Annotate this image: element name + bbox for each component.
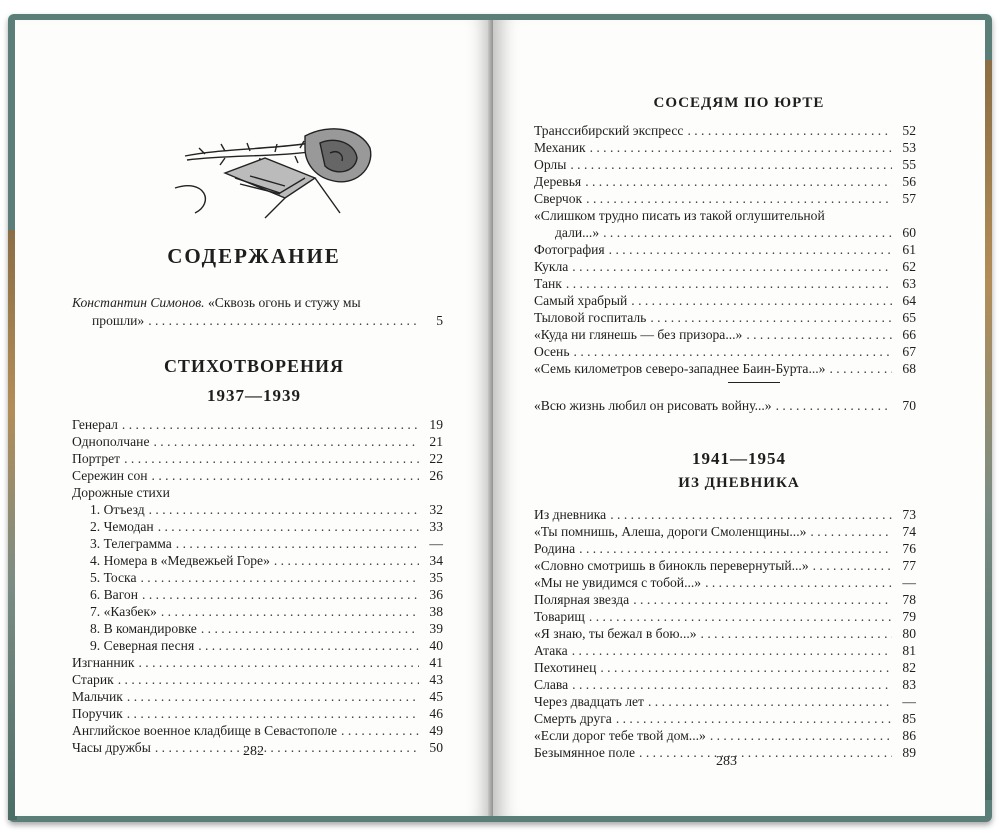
toc-entry-title: Однополчане [72, 434, 150, 449]
toc-entry[interactable] [534, 190, 916, 207]
leader-dots [155, 739, 419, 756]
toc-entry[interactable] [534, 360, 916, 377]
toc-entry-page: 66 [902, 327, 916, 342]
toc-entry[interactable] [534, 710, 916, 727]
poems-section-title: СТИХОТВОРЕНИЯ [163, 356, 345, 376]
intro-entry-line1[interactable] [72, 294, 361, 311]
toc-entry[interactable] [90, 535, 443, 552]
rose-dagger-vignette-icon [165, 118, 385, 228]
toc-entry-title: Слава [534, 677, 569, 692]
toc-entry-title: дали...» [555, 225, 600, 240]
leader-dots [585, 173, 892, 190]
toc-entry[interactable] [534, 156, 916, 173]
toc-entry[interactable] [534, 642, 916, 659]
section-divider [728, 382, 780, 383]
toc-entry[interactable] [534, 625, 916, 642]
leader-dots [566, 275, 892, 292]
toc-entry-title: Самый храбрый [534, 293, 628, 308]
leader-dots [139, 654, 420, 671]
toc-entry-page: 65 [902, 310, 916, 325]
leader-dots [589, 608, 892, 625]
leader-dots [648, 693, 892, 710]
page-number-left: 282 [243, 744, 264, 759]
toc-entry-title: Безымянное поле [534, 745, 636, 760]
toc-entry-title: 2. Чемодан [90, 519, 154, 534]
intro-entry-line2[interactable] [92, 312, 443, 329]
toc-entry-title: Поручик [72, 706, 123, 721]
toc-entry-page: 43 [429, 672, 443, 687]
leader-dots [153, 433, 419, 450]
toc-entry-page: 22 [429, 451, 443, 466]
leader-dots [572, 642, 892, 659]
toc-entry-page: 67 [902, 344, 916, 359]
toc-entry[interactable] [534, 540, 916, 557]
leader-dots [161, 603, 419, 620]
toc-entry[interactable] [534, 292, 916, 309]
intro-page: 5 [436, 313, 443, 328]
leader-dots [701, 625, 892, 642]
toc-entry[interactable] [90, 518, 443, 535]
leader-dots [142, 586, 419, 603]
toc-entry-title: Старик [72, 672, 114, 687]
toc-entry-title: 1. Отъезд [90, 502, 145, 517]
toc-entry-title: Осень [534, 344, 570, 359]
leader-dots [610, 506, 892, 523]
toc-entry-title: 6. Вагон [90, 587, 139, 602]
toc-entry-title: Транссибирский экспресс [534, 123, 684, 138]
toc-entry[interactable] [90, 586, 443, 603]
toc-entry-page: 21 [429, 434, 443, 449]
leader-dots [746, 326, 892, 343]
leader-dots [705, 574, 892, 591]
toc-entry-page: 70 [902, 398, 916, 413]
intro-title-line2: прошли» [92, 313, 145, 328]
leader-dots [609, 241, 892, 258]
toc-entry-page: 41 [429, 655, 443, 670]
leader-dots [631, 292, 892, 309]
leader-dots [590, 139, 892, 156]
toc-entry-page: 60 [902, 225, 916, 240]
toc-entry-title: Тыловой госпиталь [534, 310, 647, 325]
toc-entry[interactable] [534, 343, 916, 360]
toc-entry[interactable] [534, 727, 916, 744]
toc-entry-page: 45 [429, 689, 443, 704]
left-page [15, 20, 493, 816]
toc-entry-title: 9. Северная песня [90, 638, 195, 653]
toc-entry-title: Мальчик [72, 689, 123, 704]
leader-dots [201, 620, 419, 637]
toc-entry-title: «Всю жизнь любил он рисовать войну...» [534, 398, 772, 413]
leader-dots [650, 309, 892, 326]
toc-entry[interactable] [72, 433, 443, 450]
leader-dots [148, 312, 419, 329]
toc-entry-page: 34 [429, 553, 443, 568]
leader-dots [274, 552, 419, 569]
toc-entry[interactable] [90, 603, 443, 620]
toc-entry[interactable] [534, 326, 916, 343]
years-heading: 1937—1939 [207, 386, 301, 405]
toc-entry-page: 56 [902, 174, 916, 189]
toc-entry-page: 89 [902, 745, 916, 760]
toc-entry-page: 50 [429, 740, 443, 755]
leader-dots [572, 676, 892, 693]
toc-entry[interactable] [534, 574, 916, 591]
toc-entry-title: «Я знаю, ты бежал в бою...» [534, 626, 697, 641]
toc-entry[interactable] [90, 569, 443, 586]
page-number-right: 283 [716, 754, 737, 769]
leader-dots [122, 416, 419, 433]
toc-entry-title: Смерть друга [534, 711, 612, 726]
leader-dots [579, 540, 892, 557]
group-title[interactable]: Дорожные стихи [72, 485, 170, 500]
toc-entry-page: — [902, 575, 916, 590]
toc-entry[interactable] [90, 552, 443, 569]
leader-dots [149, 501, 419, 518]
long-entry-line2[interactable] [555, 224, 916, 241]
leader-dots [341, 722, 419, 739]
toc-entry-page: 73 [902, 507, 916, 522]
leader-dots [810, 523, 892, 540]
long-entry-line1[interactable]: «Слишком трудно писать из такой оглушительной [534, 208, 825, 223]
toc-entry-title: «Словно смотришь в бинокль перевернутый...» [534, 558, 809, 573]
leader-dots [158, 518, 419, 535]
toc-entry[interactable] [534, 309, 916, 326]
contents-heading: СОДЕРЖАНИЕ [167, 244, 341, 268]
toc-entry-title: Через двадцать лет [534, 694, 644, 709]
leader-dots [176, 535, 419, 552]
toc-entry[interactable] [534, 258, 916, 275]
toc-entry-page: 78 [902, 592, 916, 607]
toc-entry[interactable] [72, 450, 443, 467]
toc-entry-title: Сережин сон [72, 468, 148, 483]
toc-entry-page: 57 [902, 191, 916, 206]
toc-entry-page: 76 [902, 541, 916, 556]
toc-entry[interactable] [534, 506, 916, 523]
toc-entry-title: 4. Номера в «Медвежьей Горе» [90, 553, 270, 568]
toc-entry-page: 49 [429, 723, 443, 738]
toc-entry-page: 32 [429, 502, 443, 517]
toc-entry-page: — [429, 536, 443, 551]
toc-entry-page: 62 [902, 259, 916, 274]
toc-entry-page: 79 [902, 609, 916, 624]
leader-dots [710, 727, 892, 744]
toc-entry-page: 81 [902, 643, 916, 658]
toc-entry-title: «Семь километров северо-западнее Баин-Бурта...» [534, 361, 826, 376]
right-page [493, 20, 985, 816]
toc-entry-page: 80 [902, 626, 916, 641]
toc-entry[interactable] [534, 397, 916, 414]
toc-entry-title: Деревья [534, 174, 582, 189]
toc-entry-page: 39 [429, 621, 443, 636]
toc-entry-title: 5. Тоска [90, 570, 137, 585]
toc-entry[interactable] [72, 654, 443, 671]
intro-author: Константин Симонов. [72, 295, 205, 310]
toc-entry[interactable] [90, 637, 443, 654]
toc-entry-title: Танк [534, 276, 562, 291]
toc-entry-page: 63 [902, 276, 916, 291]
toc-entry-title: «Мы не увидимся с тобой...» [534, 575, 702, 590]
toc-entry-page: 35 [429, 570, 443, 585]
toc-entry-title: «Если дорог тебе твой дом...» [534, 728, 706, 743]
toc-entry-page: 46 [429, 706, 443, 721]
toc-entry-title: Генерал [72, 417, 118, 432]
toc-entry-title: Полярная звезда [534, 592, 630, 607]
toc-entry-title: Фотография [534, 242, 605, 257]
toc-entry[interactable] [72, 416, 443, 433]
toc-entry-page: 36 [429, 587, 443, 602]
intro-title-line1: «Сквозь огонь и стужу мы [207, 295, 361, 310]
toc-entry-page: 40 [429, 638, 443, 653]
toc-entry[interactable] [534, 275, 916, 292]
toc-entry-title: Орлы [534, 157, 567, 172]
toc-entry-title: «Ты помнишь, Алеша, дороги Смоленщины...» [534, 524, 807, 539]
leader-dots [152, 467, 419, 484]
toc-entry-page: 86 [902, 728, 916, 743]
leader-dots [127, 705, 419, 722]
toc-entry-page: 52 [902, 123, 916, 138]
toc-entry-title: Сверчок [534, 191, 583, 206]
toc-entry-page: 64 [902, 293, 916, 308]
toc-entry[interactable] [72, 705, 443, 722]
leader-dots [586, 190, 892, 207]
leader-dots [124, 450, 419, 467]
toc-entry-title: Часы дружбы [72, 740, 151, 755]
leader-dots [127, 688, 419, 705]
toc-entry[interactable] [534, 557, 916, 574]
leader-dots [118, 671, 419, 688]
toc-entry-title: «Куда ни глянешь — без призора...» [534, 327, 743, 342]
toc-entry-page: 33 [429, 519, 443, 534]
toc-entry-page: 61 [902, 242, 916, 257]
toc-entry[interactable] [534, 523, 916, 540]
toc-entry-page: 19 [429, 417, 443, 432]
leader-dots [570, 156, 892, 173]
toc-entry-page: 26 [429, 468, 443, 483]
leader-dots [776, 397, 892, 414]
toc-entry-page: 38 [429, 604, 443, 619]
toc-entry[interactable] [534, 608, 916, 625]
toc-entry-title: Атака [534, 643, 568, 658]
years2-heading: 1941—1954 [692, 449, 786, 468]
leader-dots [616, 710, 892, 727]
toc-entry-page: 82 [902, 660, 916, 675]
leader-dots [687, 122, 892, 139]
leader-dots [603, 224, 892, 241]
cover-edge-right [984, 60, 992, 800]
leader-dots [633, 591, 892, 608]
leader-dots [198, 637, 419, 654]
section-neighbors-title: СОСЕДЯМ ПО ЮРТЕ [653, 95, 825, 111]
toc-entry-title: Родина [534, 541, 576, 556]
toc-entry[interactable] [534, 139, 916, 156]
toc-entry-page: 77 [902, 558, 916, 573]
toc-entry-title: 3. Телеграмма [90, 536, 172, 551]
leader-dots [829, 360, 892, 377]
toc-entry-title: Кукла [534, 259, 569, 274]
toc-entry[interactable] [72, 467, 443, 484]
leader-dots [813, 557, 892, 574]
toc-entry[interactable] [534, 659, 916, 676]
leader-dots [140, 569, 419, 586]
toc-entry[interactable] [90, 501, 443, 518]
toc-entry-title: 8. В командировке [90, 621, 197, 636]
leader-dots [572, 258, 892, 275]
toc-entry[interactable] [534, 676, 916, 693]
toc-entry[interactable] [534, 693, 916, 710]
toc-entry[interactable] [534, 591, 916, 608]
leader-dots [639, 744, 892, 761]
toc-entry-page: 85 [902, 711, 916, 726]
toc-entry-title: 7. «Казбек» [90, 604, 157, 619]
toc-entry[interactable] [72, 722, 443, 739]
toc-entry[interactable] [534, 122, 916, 139]
leader-dots [574, 343, 892, 360]
toc-entry-page: — [902, 694, 916, 709]
toc-entry-page: 83 [902, 677, 916, 692]
toc-entry-title: Английское военное кладбище в Севастополе [72, 723, 338, 738]
toc-entry[interactable] [534, 173, 916, 190]
toc-entry-page: 74 [902, 524, 916, 539]
toc-entry-title: Изгнанник [72, 655, 135, 670]
toc-entry-page: 53 [902, 140, 916, 155]
toc-entry[interactable] [90, 620, 443, 637]
toc-entry-title: Из дневника [534, 507, 607, 522]
toc-entry-title: Товарищ [534, 609, 585, 624]
toc-entry-title: Портрет [72, 451, 121, 466]
diary-section-title: ИЗ ДНЕВНИКА [678, 475, 800, 491]
leader-dots [600, 659, 892, 676]
toc-entry[interactable] [72, 671, 443, 688]
toc-entry[interactable] [534, 241, 916, 258]
toc-entry-page: 55 [902, 157, 916, 172]
toc-entry-title: Пехотинец [534, 660, 597, 675]
toc-entry-page: 68 [902, 361, 916, 376]
toc-entry[interactable] [72, 688, 443, 705]
toc-entry-title: Механик [534, 140, 586, 155]
